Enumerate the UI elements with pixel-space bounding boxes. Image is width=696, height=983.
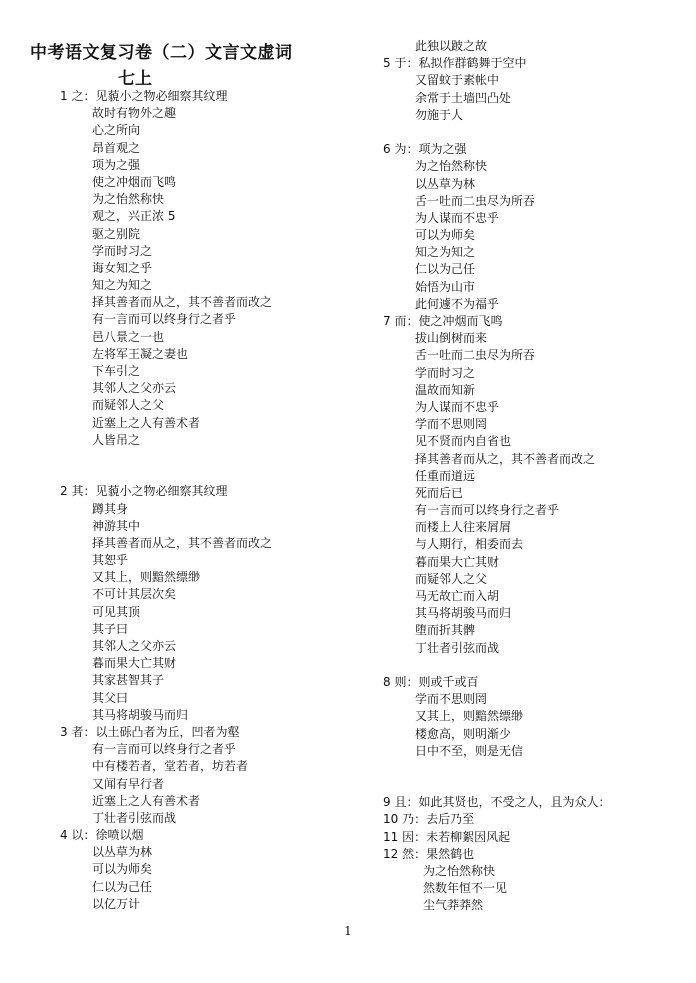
example-line: 不可计其层次矣 bbox=[92, 587, 177, 602]
blank-line bbox=[383, 124, 683, 141]
example-line: 学而时习之 bbox=[415, 365, 476, 380]
example-line: 温故而知新 bbox=[415, 382, 476, 397]
example-line: 余常于土墙凹凸处 bbox=[415, 90, 512, 105]
right-column bbox=[383, 38, 683, 915]
entry-heading: 11 因：未若柳絮因风起 bbox=[383, 829, 511, 844]
blank-line bbox=[383, 760, 683, 777]
example-line: 而楼上人往来屑屑 bbox=[415, 520, 512, 535]
blank-line bbox=[60, 449, 340, 466]
example-line: 仁以为己任 bbox=[92, 879, 153, 894]
example-line: 死而后已 bbox=[415, 485, 464, 500]
example-line: 任重而道远 bbox=[415, 468, 476, 483]
example-line: 为之怡然称快 bbox=[423, 864, 496, 878]
example-line: 暮而果大亡其财 bbox=[92, 656, 177, 671]
entry-heading: 1 之：见藐小之物必细察其纹理 bbox=[60, 89, 228, 103]
example-line: 其父曰 bbox=[92, 690, 129, 705]
example-line: 以丛草为林 bbox=[415, 176, 476, 191]
example-line: 其马将胡骏马而归 bbox=[415, 606, 512, 621]
example-line: 暮而果大亡其财 bbox=[415, 554, 500, 569]
example-line: 见不贤而内自省也 bbox=[415, 434, 512, 449]
example-line: 择其善者而从之，其不善者而改之 bbox=[92, 295, 273, 310]
example-line: 知之为知之 bbox=[415, 245, 476, 260]
example-line: 勿施于人 bbox=[415, 107, 464, 122]
example-line: 有一言而可以终身行之者乎 bbox=[415, 503, 560, 518]
entry-heading: 2 其：见藐小之物必细察其纹理 bbox=[60, 484, 228, 499]
example-line: 项为之强 bbox=[92, 157, 141, 172]
example-line: 近塞上之人有善术者 bbox=[92, 793, 201, 808]
example-line: 知之为知之 bbox=[92, 278, 153, 293]
example-line: 为之怡然称快 bbox=[415, 159, 488, 174]
example-line: 拔山倒树而来 bbox=[415, 331, 488, 346]
example-line: 其子曰 bbox=[92, 621, 129, 636]
example-line: 观之，兴正浓 5 bbox=[92, 209, 176, 224]
example-line: 择其善者而从之，其不善者而改之 bbox=[92, 535, 273, 550]
entry-heading: 5 于：私拟作群鹤舞于空中 bbox=[383, 56, 527, 71]
entry-heading: 10 乃：去后乃至 bbox=[383, 812, 475, 827]
example-line: 丁壮者引弦而战 bbox=[92, 810, 177, 825]
entry-heading: 3 者：以土砾凸者为丘，凹者为壑 bbox=[60, 724, 240, 739]
example-line: 堕而折其髀 bbox=[415, 623, 476, 638]
example-line: 又闻有早行者 bbox=[92, 776, 165, 791]
example-line: 此何遽不为福乎 bbox=[415, 296, 500, 311]
example-line: 可以为师矣 bbox=[92, 862, 153, 877]
entry-heading: 6 为：项为之强 bbox=[383, 142, 467, 157]
example-line: 又其上，则黯然缥缈 bbox=[92, 570, 201, 585]
example-line: 其邻人之父亦云 bbox=[92, 381, 177, 396]
example-line: 为之怡然称快 bbox=[92, 192, 165, 207]
example-line: 可见其顶 bbox=[92, 604, 141, 619]
left-column bbox=[60, 88, 340, 913]
example-line: 以丛草为林 bbox=[92, 845, 153, 860]
example-line: 又其上，则黯然缥缈 bbox=[415, 709, 524, 724]
example-line: 以亿万计 bbox=[92, 896, 141, 911]
page-title: 中考语文复习卷（二）文言文虚词 bbox=[30, 43, 293, 63]
example-line: 楼愈高，则明渐少 bbox=[415, 726, 512, 741]
example-line: 左将军王凝之妻也 bbox=[92, 346, 189, 361]
example-line: 与人期行，相委而去 bbox=[415, 537, 524, 552]
example-line: 诲女知之乎 bbox=[92, 260, 153, 275]
example-line: 有一言而可以终身行之者乎 bbox=[92, 742, 237, 757]
example-line: 有一言而可以终身行之者乎 bbox=[92, 312, 237, 327]
example-line: 其恕乎 bbox=[92, 553, 129, 568]
blank-line bbox=[383, 657, 683, 674]
example-line: 学而时习之 bbox=[92, 243, 153, 258]
blank-line bbox=[60, 466, 340, 483]
entry-heading: 7 而：使之冲烟而飞鸣 bbox=[383, 314, 503, 328]
page-number: 1 bbox=[344, 924, 352, 938]
example-line: 学而不思则罔 bbox=[415, 417, 488, 432]
example-line: 然数年恒不一见 bbox=[423, 881, 508, 896]
example-line: 尘气莽莽然 bbox=[423, 898, 484, 913]
example-line: 昂首观之 bbox=[92, 140, 141, 155]
example-line: 蹲其身 bbox=[92, 501, 129, 516]
example-line: 神游其中 bbox=[92, 518, 141, 533]
example-line: 下车引之 bbox=[92, 364, 141, 378]
example-line: 为人谋而不忠乎 bbox=[415, 210, 500, 225]
example-line: 故时有物外之趣 bbox=[92, 106, 177, 121]
example-line: 马无故亡而入胡 bbox=[415, 589, 500, 603]
example-line: 可以为师矣 bbox=[415, 228, 476, 243]
example-line: 中有楼若者，堂若者，坊若者 bbox=[92, 759, 249, 774]
example-line: 仁以为己任 bbox=[415, 262, 476, 277]
example-line: 日中不至，则是无信 bbox=[415, 743, 524, 758]
example-line: 此独以跛之故 bbox=[415, 39, 488, 53]
example-line: 始悟为山市 bbox=[415, 279, 476, 294]
example-line: 其邻人之父亦云 bbox=[92, 639, 177, 653]
example-line: 其家甚智其子 bbox=[92, 673, 165, 688]
example-line: 丁壮者引弦而战 bbox=[415, 640, 500, 655]
example-line: 又留蚊于素帐中 bbox=[415, 73, 500, 88]
example-line: 近塞上之人有善术者 bbox=[92, 415, 201, 430]
entry-heading: 4 以：徐喷以烟 bbox=[60, 828, 144, 843]
example-line: 舌一吐而二虫尽为所吞 bbox=[415, 348, 536, 363]
example-line: 择其善者而从之，其不善者而改之 bbox=[415, 451, 596, 466]
example-line: 人皆吊之 bbox=[92, 432, 141, 447]
example-line: 使之冲烟而飞鸣 bbox=[92, 174, 177, 189]
example-line: 邑八景之一也 bbox=[92, 329, 165, 344]
example-line: 心之所向 bbox=[92, 123, 141, 138]
entry-heading: 9 且：如此其贤也，不受之人，且为众人： bbox=[383, 795, 611, 810]
example-line: 其马将胡骏马而归 bbox=[92, 707, 189, 722]
example-line: 而疑邻人之父 bbox=[415, 571, 488, 586]
page-subtitle: 七上 bbox=[118, 69, 152, 89]
example-line: 舌一吐而二虫尽为所吞 bbox=[415, 193, 536, 208]
example-line: 学而不思则罔 bbox=[415, 692, 488, 707]
example-line: 驱之别院 bbox=[92, 226, 141, 241]
entry-heading: 12 然：果然鹤也 bbox=[383, 846, 475, 861]
example-line: 为人谋而不忠乎 bbox=[415, 399, 500, 414]
entry-heading: 8 则：则或千或百 bbox=[383, 674, 479, 689]
example-line: 而疑邻人之父 bbox=[92, 398, 165, 413]
blank-line bbox=[383, 777, 683, 794]
